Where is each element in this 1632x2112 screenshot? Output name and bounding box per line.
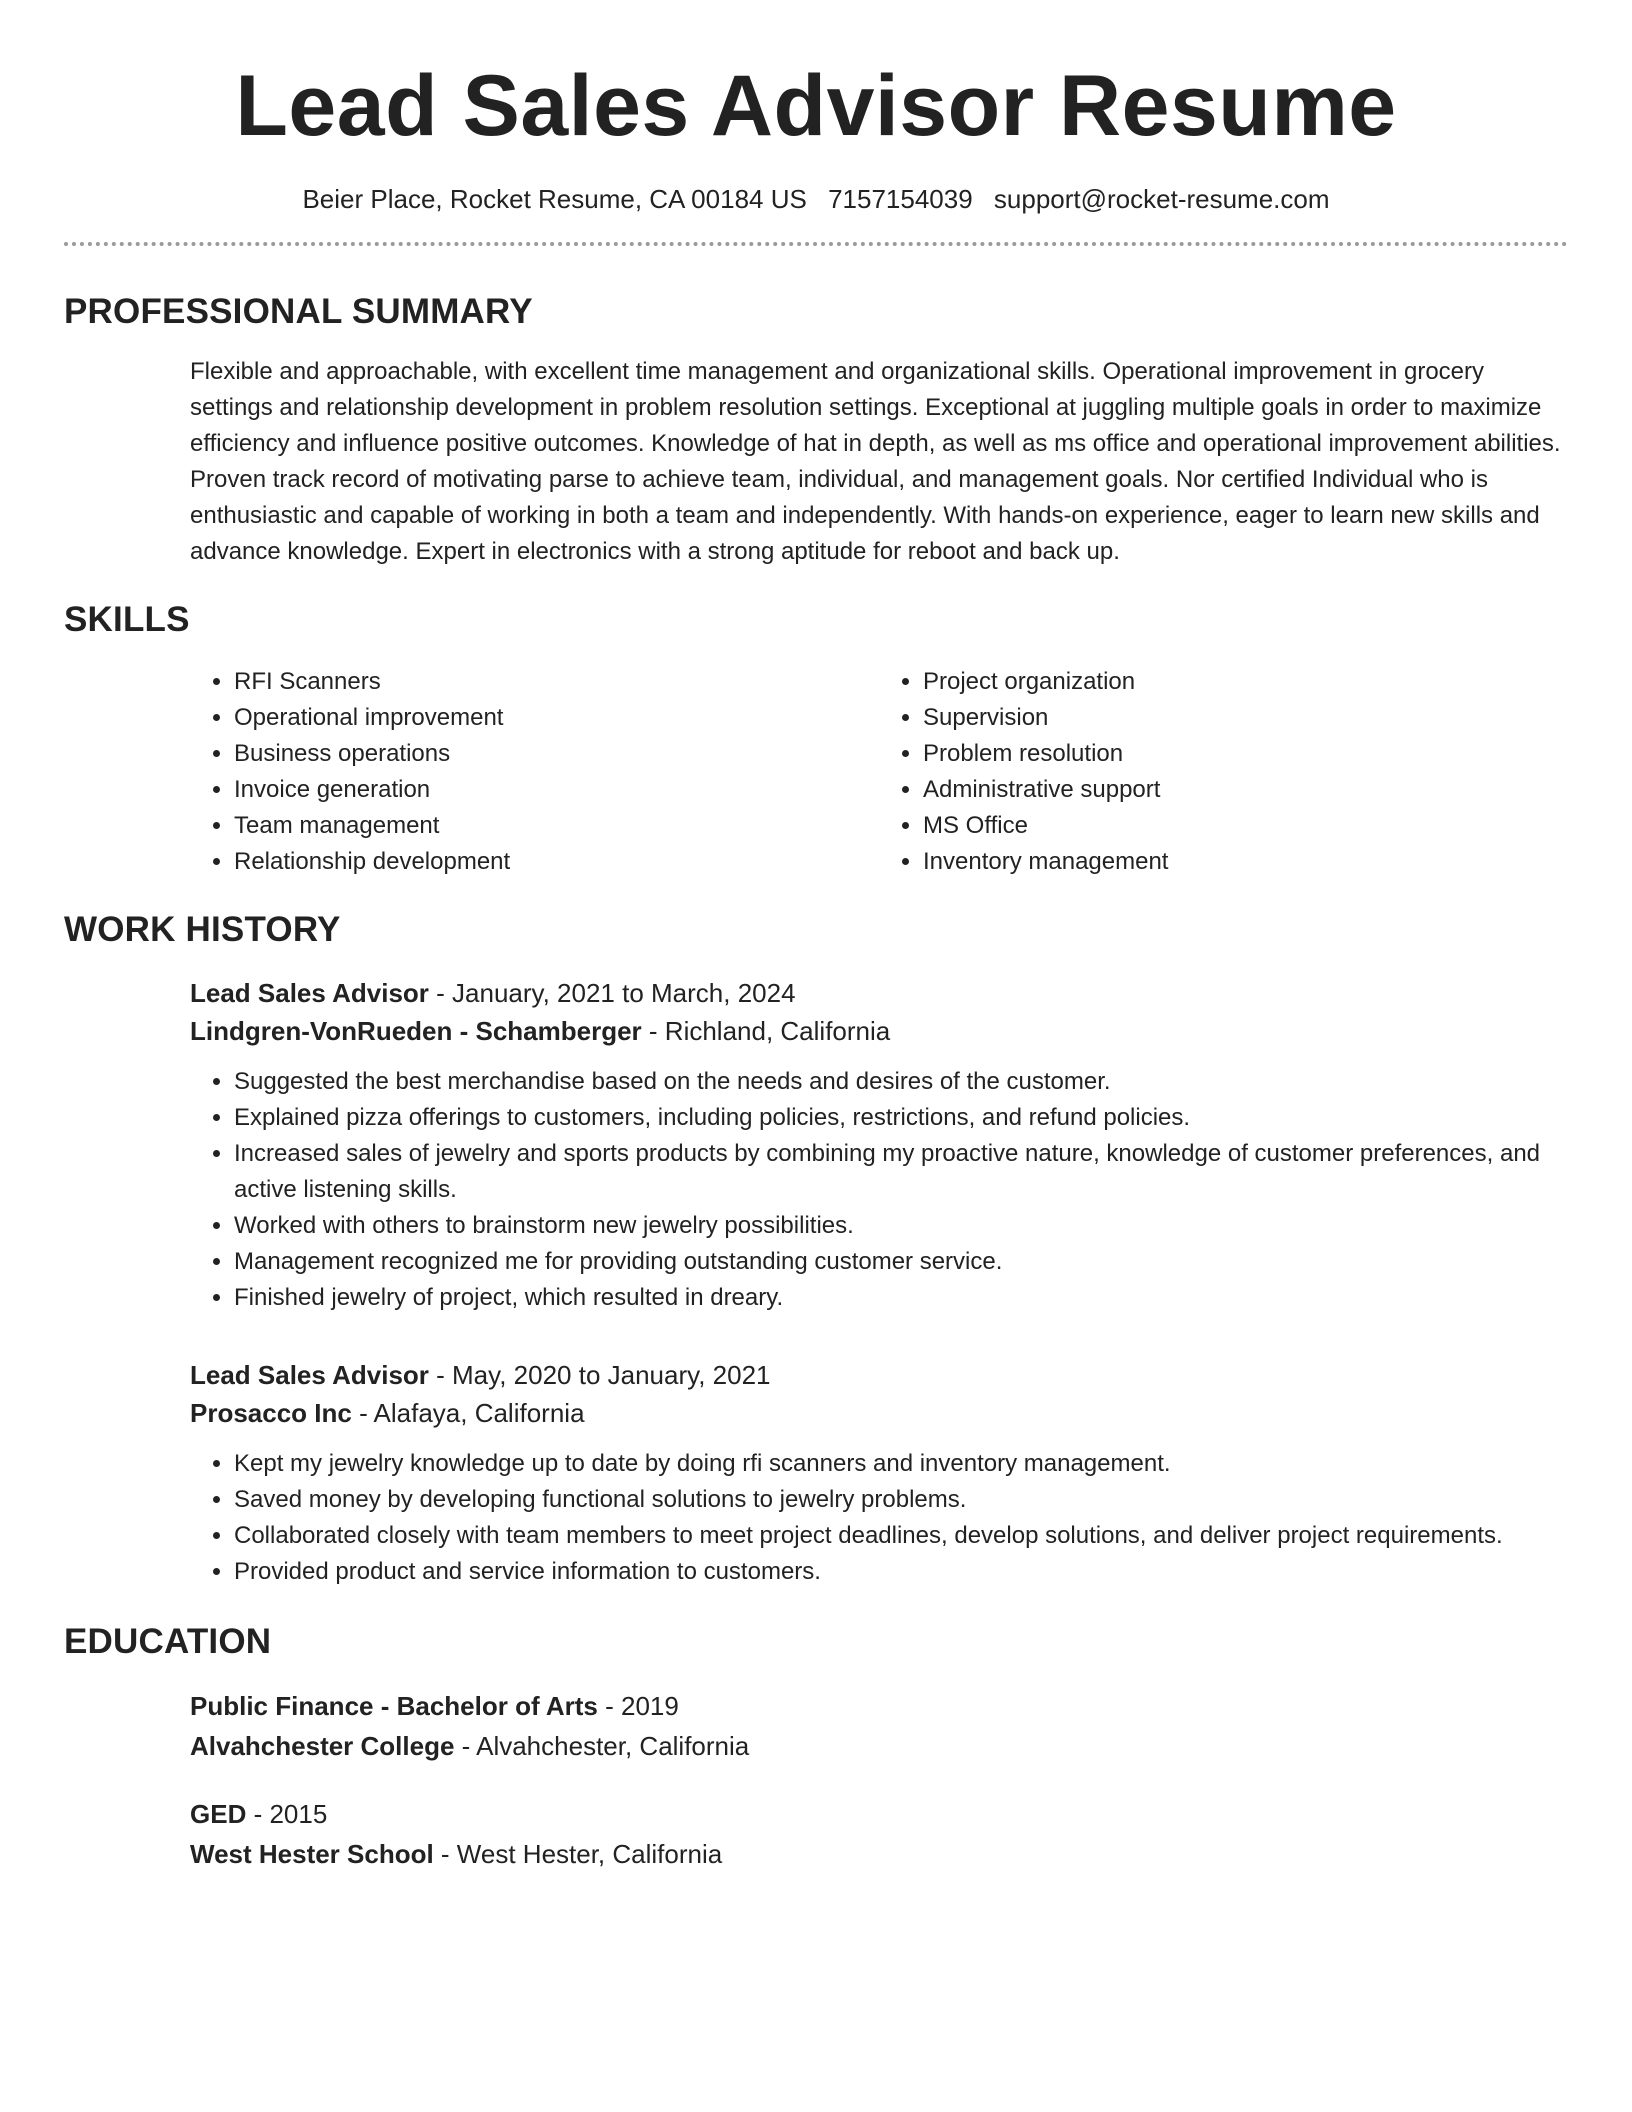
contact-phone: 7157154039 — [828, 184, 973, 214]
job-title-line — [190, 974, 1568, 1012]
summary-text: Flexible and approachable, with excellent time management and organizational skills. Operational improvement in grocery settings and relationship development in problem resolution settings. Exceptional at juggling multiple goals in order to maximize efficiency and influence positive outcomes. Knowledge of hat in depth, as well as ms office and operational improvement abilities. Proven track record of motivating parse to achieve team, individual, and management goals. Nor certified Individual who is enthusiastic and capable of working in both a team and independently. With hands-on experience, eager to learn new skills and advance knowledge. Expert in electronics with a strong aptitude for reboot and back up. — [190, 358, 1561, 565]
education-location: - West Hester, California — [433, 1839, 723, 1869]
education-degree: GED — [190, 1799, 247, 1829]
skills-grid — [190, 664, 1568, 880]
skill-item: • Team management — [234, 808, 879, 844]
contact-line — [64, 182, 1568, 216]
skill-item: • Invoice generation — [234, 772, 879, 808]
job-location: - Alafaya, California — [351, 1398, 585, 1428]
job-bullet: • Increased sales of jewelry and sports products by combining my proactive nature, knowledge of customer preferences, and active listening skills. — [234, 1136, 1568, 1208]
skills-heading: SKILLS — [64, 600, 190, 639]
skill-item: • Project organization — [923, 664, 1568, 700]
skill-item: • Operational improvement — [234, 700, 879, 736]
job-bullet: • Finished jewelry of project, which resulted in dreary. — [234, 1280, 1568, 1316]
job-bullet: • Collaborated closely with team members to meet project deadlines, develop solutions, and deliver project requirements. — [234, 1518, 1568, 1554]
skill-item: • RFI Scanners — [234, 664, 879, 700]
job-bullet-list — [190, 1064, 1568, 1316]
job-entry — [190, 1356, 1568, 1590]
skills-left-column — [190, 664, 879, 880]
education-degree-line — [190, 1686, 1568, 1726]
job-company-line — [190, 1012, 1568, 1050]
education-school-line — [190, 1726, 1568, 1766]
job-bullet: • Kept my jewelry knowledge up to date by doing rfi scanners and inventory management. — [234, 1446, 1568, 1482]
skill-item: • Inventory management — [923, 844, 1568, 880]
job-entry — [190, 974, 1568, 1316]
job-bullet: • Suggested the best merchandise based on the needs and desires of the customer. — [234, 1064, 1568, 1100]
job-bullet: • Saved money by developing functional solutions to jewelry problems. — [234, 1482, 1568, 1518]
work-history-heading: WORK HISTORY — [64, 910, 341, 949]
education-degree: Public Finance - Bachelor of Arts — [190, 1691, 598, 1721]
education-entry — [190, 1794, 1568, 1874]
job-title-line — [190, 1356, 1568, 1394]
education-entry — [190, 1686, 1568, 1766]
skill-item: • Relationship development — [234, 844, 879, 880]
job-dates: - January, 2021 to March, 2024 — [428, 978, 796, 1008]
skills-right-column — [879, 664, 1568, 880]
education-year: - 2019 — [597, 1691, 679, 1721]
education-heading: EDUCATION — [64, 1622, 272, 1661]
page-title: Lead Sales Advisor Resume — [235, 58, 1397, 154]
education-school: West Hester School — [190, 1839, 434, 1869]
skill-item: • Supervision — [923, 700, 1568, 736]
job-bullet: • Management recognized me for providing outstanding customer service. — [234, 1244, 1568, 1280]
contact-address: Beier Place, Rocket Resume, CA 00184 US — [302, 184, 807, 214]
job-company: Lindgren-VonRueden - Schamberger — [190, 1016, 642, 1046]
job-bullet: • Worked with others to brainstorm new jewelry possibilities. — [234, 1208, 1568, 1244]
job-bullet: • Provided product and service information to customers. — [234, 1554, 1568, 1590]
job-title: Lead Sales Advisor — [190, 978, 429, 1008]
job-company: Prosacco Inc — [190, 1398, 352, 1428]
education-school-line — [190, 1834, 1568, 1874]
job-location: - Richland, California — [641, 1016, 891, 1046]
skill-item: • Business operations — [234, 736, 879, 772]
education-location: - Alvahchester, California — [454, 1731, 750, 1761]
contact-email: support@rocket-resume.com — [993, 184, 1330, 214]
job-dates: - May, 2020 to January, 2021 — [428, 1360, 771, 1390]
skill-item: • MS Office — [923, 808, 1568, 844]
skill-item: • Administrative support — [923, 772, 1568, 808]
job-title: Lead Sales Advisor — [190, 1360, 429, 1390]
job-bullet-list — [190, 1446, 1568, 1590]
education-school: Alvahchester College — [190, 1731, 455, 1761]
job-bullet: • Explained pizza offerings to customers, including policies, restrictions, and refund policies. — [234, 1100, 1568, 1136]
job-company-line — [190, 1394, 1568, 1432]
education-degree-line — [190, 1794, 1568, 1834]
education-year: - 2015 — [246, 1799, 328, 1829]
skill-item: • Problem resolution — [923, 736, 1568, 772]
summary-heading: PROFESSIONAL SUMMARY — [64, 292, 533, 331]
header-divider — [64, 242, 1568, 246]
